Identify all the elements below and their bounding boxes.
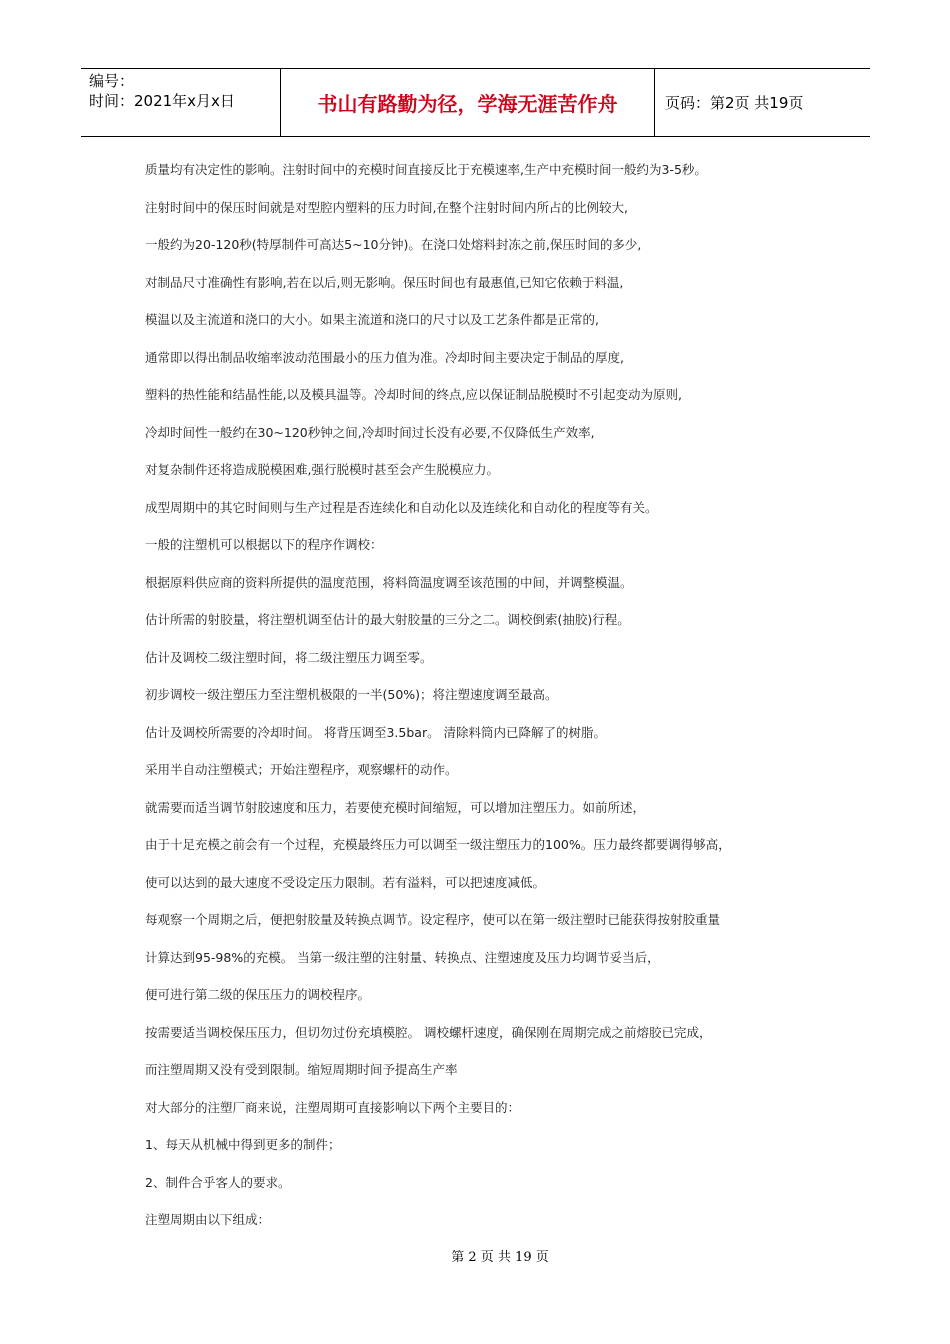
page-footer: 第 2 页 共 19 页: [451, 1250, 549, 1265]
body-line: 便可进行第二级的保压压力的调校程序。: [145, 987, 371, 1002]
body-line: 一般的注塑机可以根据以下的程序作调校：: [145, 537, 383, 552]
body-line: 注射时间中的保压时间就是对型腔内塑料的压力时间,在整个注射时间内所占的比例较大,: [145, 199, 628, 215]
body-line: 采用半自动注塑模式；开始注塑程序，观察螺杆的动作。: [145, 762, 458, 777]
body-line: 计算达到95-98%的充模。 当第一级注塑的注射量、转换点、注塑速度及压力均调节妥当后，: [145, 949, 660, 965]
body-line: 质量均有决定性的影响。注射时间中的充模时间直接反比于充模速率,生产中充模时间一般约为3-5秒。: [145, 162, 707, 177]
document-number-label: 编号：: [89, 72, 135, 90]
body-line: 估计及调校所需要的冷却时间。 将背压调至3.5bar。 清除料筒内已降解了的树脂。: [145, 724, 607, 740]
body-line: 对制品尺寸准确性有影响,若在以后,则无影响。保压时间也有最惠值,已知它依赖于料温,: [145, 274, 624, 290]
body-line: 注塑周期由以下组成：: [145, 1212, 271, 1227]
body-line: 对复杂制件还将造成脱模困难,强行脱模时甚至会产生脱模应力。: [145, 462, 499, 477]
header-motto: 书山有路勤为径，学海无涯苦作舟: [281, 69, 655, 136]
document-body: [145, 158, 845, 1246]
body-line: 通常即以得出制品收缩率波动范围最小的压力值为准。冷却时间主要决定于制品的厚度,: [145, 349, 624, 365]
header-page-info: 页码：第2页 共19页: [665, 94, 804, 112]
body-line: 对大部分的注塑厂商来说，注塑周期可直接影响以下两个主要目的：: [145, 1099, 521, 1115]
body-line: 估计及调校二级注塑时间，将二级注塑压力调至零。: [145, 649, 433, 665]
page-header: [81, 68, 870, 137]
body-line: 成型周期中的其它时间则与生产过程是否连续化和自动化以及连续化和自动化的程度等有关。: [145, 499, 658, 515]
body-line: 模温以及主流道和浇口的大小。如果主流道和浇口的尺寸以及工艺条件都是正常的,: [145, 312, 599, 327]
body-line: 每观察一个周期之后，便把射胶量及转换点调节。设定程序，使可以在第一级注塑时已能获得按射胶重量: [145, 912, 721, 927]
body-line: 由于十足充模之前会有一个过程，充模最终压力可以调至一级注塑压力的100%。压力最终都要调得够高，: [145, 837, 731, 852]
body-line: 冷却时间性一般约在30~120秒钟之间,冷却时间过长没有必要,不仅降低生产效率,: [145, 424, 595, 440]
header-meta: [81, 69, 281, 136]
body-line: 按需要适当调校保压压力，但切勿过份充填模腔。 调校螺杆速度，确保刚在周期完成之前熔胶已完成，: [145, 1024, 712, 1040]
body-line: 2、制件合乎客人的要求。: [145, 1174, 291, 1190]
body-line: 初步调校一级注塑压力至注塑机极限的一半(50%)；将注塑速度调至最高。: [145, 687, 558, 702]
body-line: 估计所需的射胶量，将注塑机调至估计的最大射胶量的三分之二。调校倒索(抽胶)行程。: [145, 612, 630, 627]
body-line: 就需要而适当调节射胶速度和压力，若要使充模时间缩短，可以增加注塑压力。如前所述，: [145, 799, 646, 815]
body-line: 塑料的热性能和结晶性能,以及模具温等。冷却时间的终点,应以保证制品脱模时不引起变动为原则,: [145, 387, 682, 402]
body-line: 根据原料供应商的资料所提供的温度范围，将料筒温度调至该范围的中间，并调整模温。: [145, 574, 633, 590]
body-line: 而注塑周期又没有受到限制。缩短周期时间予提高生产率: [145, 1062, 458, 1077]
body-line: 一般约为20-120秒(特厚制件可高达5~10分钟)。在浇口处熔料封冻之前,保压时间的多少,: [145, 237, 642, 252]
body-line: 1、每天从机械中得到更多的制件；: [145, 1137, 341, 1152]
body-line: 使可以达到的最大速度不受设定压力限制。若有溢料，可以把速度减低。: [145, 874, 546, 890]
document-date: 时间：2021年x月x日: [89, 92, 235, 110]
